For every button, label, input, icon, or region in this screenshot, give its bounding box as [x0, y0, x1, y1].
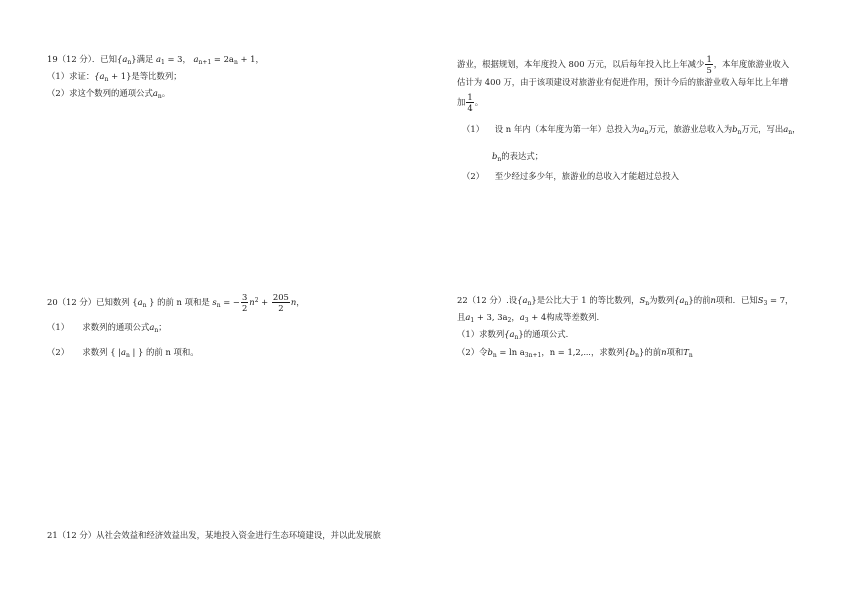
- q22-line2: 且$a_1 + 3$, $3a_2$，$a_3 + 4$构成等差数列.: [457, 312, 600, 324]
- q19-title-line: 19（12 分）．已知$\{a_n\}$满足 $a_1 = 3$， $a_{n+1} = 2a_n + 1$，: [47, 54, 264, 66]
- q20-title-line: 20（12 分）已知数列 {$a_n$ } 的前 n 项和是 $s_n$ = − $\frac{3}{2}$ $n^2$ + $\frac{205}{2}$ n，: [47, 292, 305, 313]
- fraction-three-halves: $\frac{3}{2}$: [241, 292, 248, 313]
- q21-cont-line3: 加 $\frac{1}{4}$ 。: [457, 92, 484, 113]
- fraction-205-halves: $\frac{205}{2}$: [272, 292, 289, 313]
- q21-cont-line1: 游业，根据规划，本年度投入 800 万元，以后每年投入比上年减少 $\frac{1}{5}$ ，本年度旅游业收入: [457, 54, 790, 75]
- q22-title-line: 22（12 分）.设$\{a_n\}$是公比大于 1 的等比数列，$S_n$为数列$\{a_n\}$的前n项和．已知$S_3 = 7$，: [457, 295, 794, 307]
- q19-head: 19（12 分）．已知: [47, 54, 118, 64]
- q21-cont-line2: 估计为 400 万，由于该项建设对旅游业有促进作用，预计今后的旅游业收入每年比上年增: [457, 77, 789, 87]
- q20-part2: （2） 求数列 { $|a_n$ | } 的前 n 项和。: [47, 347, 199, 359]
- q21-part1: （1） 设 n 年内（本年度为第一年）总投入为$a_n$万元，旅游业总收入为$b_n$万元，写出$a_n$，: [462, 124, 801, 136]
- q20-part1: （1） 求数列的通项公式$a_n$；: [47, 322, 167, 334]
- q19-part2: （2）求这个数列的通项公式$a_n$。: [47, 88, 171, 100]
- q21-part2: （2） 至少经过多少年，旅游业的总收入才能超过总投入: [462, 171, 679, 181]
- q21-title-line: 21（12 分）从社会效益和经济效益出发，某地投入资金进行生态环境建设，并以此发展旅: [47, 530, 381, 540]
- q22-part2: （2）令$b_n = \ln a_{3n+1}$，n = 1,2,⋯，求数列$\{b_n\}$的前n项和$T_n$: [457, 347, 693, 359]
- fraction-one-fourth: $\frac{1}{4}$: [467, 92, 473, 113]
- fraction-one-fifth: $\frac{1}{5}$: [706, 54, 712, 75]
- q22-part1: （1）求数列$\{a_n\}$的通项公式.: [457, 329, 569, 341]
- q21-part1-cont: $b_n$的表达式；: [492, 151, 544, 163]
- q19-part1: （1）求证：$\{a_n + 1\}$是等比数列；: [47, 71, 182, 83]
